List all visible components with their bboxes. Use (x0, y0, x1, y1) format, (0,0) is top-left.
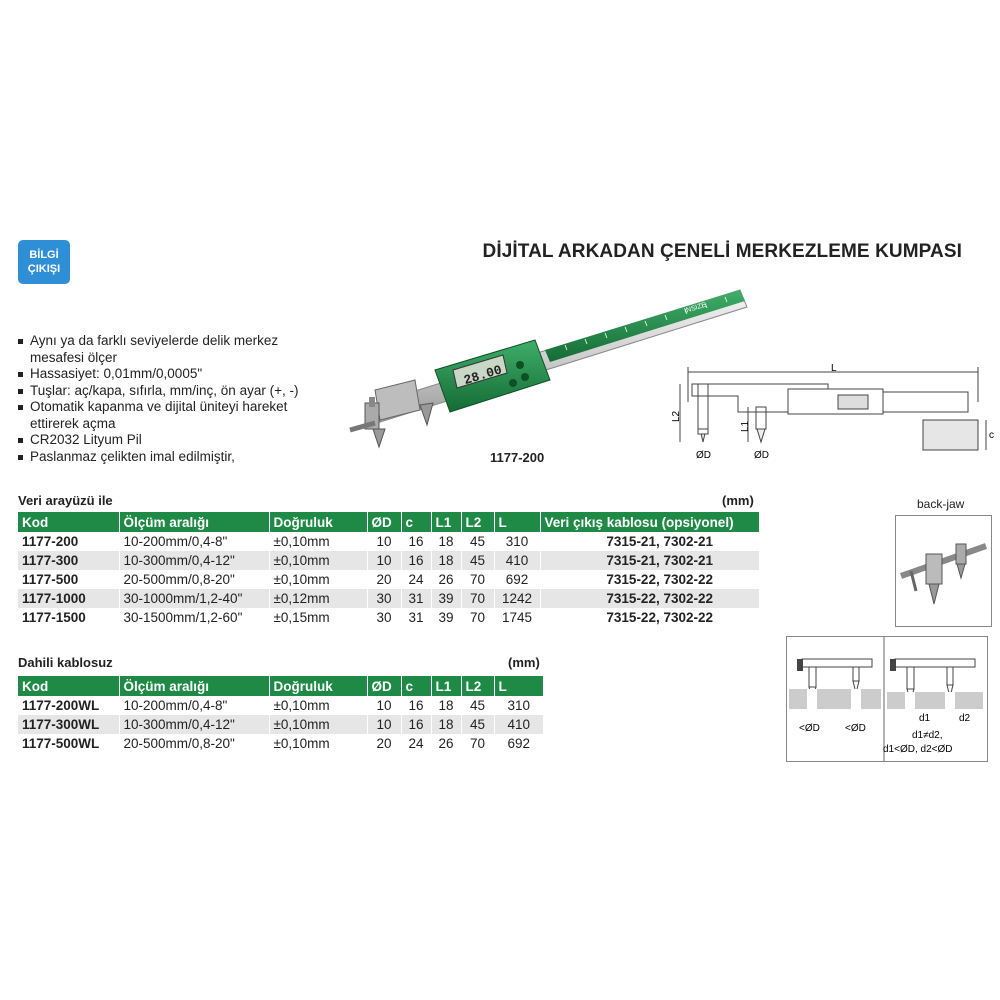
dim-L2-label: L2 (671, 410, 682, 422)
cell-c: 31 (401, 608, 431, 627)
back-jaw-illustration (896, 516, 991, 626)
cell-d: 10 (367, 696, 401, 715)
table1-title: Veri arayüzü ile (18, 493, 113, 508)
cell-l2: 45 (461, 715, 494, 734)
cell-cable: 7315-21, 7302-21 (540, 551, 760, 570)
cell-accuracy: ±0,10mm (269, 570, 367, 589)
info-badge (18, 240, 70, 284)
table-row (18, 715, 544, 734)
cell-cable: 7315-22, 7302-22 (540, 608, 760, 627)
cell-range: 10-200mm/0,4-8" (119, 696, 269, 715)
cell-code: 1177-200 (18, 532, 119, 551)
cell-range: 20-500mm/0,8-20" (119, 570, 269, 589)
table-row (18, 532, 760, 551)
dim-L-label: L (831, 363, 837, 374)
feature-item: Aynı ya da farklı seviyelerde delik merkez mesafesi ölçer (18, 333, 328, 366)
dimension-diagram (668, 362, 998, 462)
cell-l2: 45 (461, 532, 494, 551)
usage-left-d1: <ØD (799, 723, 820, 734)
col-header: L1 (431, 512, 461, 532)
cell-accuracy: ±0,10mm (269, 551, 367, 570)
table-header-row (18, 512, 760, 532)
usage-note-1: d1≠d2, (912, 730, 943, 741)
cell-c: 16 (401, 715, 431, 734)
feature-item: Otomatik kapanma ve dijital üniteyi hareket ettirerek açma (18, 399, 328, 432)
col-header: c (401, 676, 431, 696)
feature-item: CR2032 Lityum Pil (18, 432, 328, 449)
brand-label: INSIZE (683, 301, 708, 315)
col-header: L (494, 512, 540, 532)
cell-cable: 7315-22, 7302-22 (540, 589, 760, 608)
cell-c: 16 (401, 532, 431, 551)
table-header-row (18, 676, 544, 696)
spec-table-wireless (18, 676, 544, 753)
col-header: Ölçüm aralığı (119, 676, 269, 696)
table-row (18, 551, 760, 570)
cell-l: 692 (494, 570, 540, 589)
product-model-label: 1177-200 (490, 450, 545, 465)
cell-range: 30-1000mm/1,2-40" (119, 589, 269, 608)
col-header: ØD (367, 512, 401, 532)
dim-D2-label: ØD (754, 450, 769, 461)
cell-l: 692 (494, 734, 544, 753)
cell-accuracy: ±0,10mm (269, 696, 367, 715)
table2-unit: (mm) (508, 655, 540, 670)
cell-code: 1177-200WL (18, 696, 119, 715)
cell-range: 10-300mm/0,4-12" (119, 551, 269, 570)
cell-l: 1242 (494, 589, 540, 608)
cell-c: 24 (401, 570, 431, 589)
badge-line-1: BİLGİ (29, 249, 59, 261)
cell-accuracy: ±0,10mm (269, 734, 367, 753)
cell-code: 1177-300WL (18, 715, 119, 734)
col-header: L2 (461, 512, 494, 532)
usage-left-d2: <ØD (845, 723, 866, 734)
feature-list (18, 333, 328, 465)
col-header: Kod (18, 512, 119, 532)
cell-l: 1745 (494, 608, 540, 627)
cell-code: 1177-1000 (18, 589, 119, 608)
cell-d: 30 (367, 589, 401, 608)
cell-l1: 18 (431, 715, 461, 734)
table-row (18, 734, 544, 753)
cell-l1: 39 (431, 589, 461, 608)
cell-code: 1177-1500 (18, 608, 119, 627)
table2-title: Dahili kablosuz (18, 655, 113, 670)
cell-l: 410 (494, 551, 540, 570)
cell-d: 10 (367, 715, 401, 734)
cell-d: 10 (367, 551, 401, 570)
feature-item: Hassasiyet: 0,01mm/0,0005" (18, 366, 328, 383)
display-readout: 28.00 (462, 362, 504, 389)
cell-l: 310 (494, 696, 544, 715)
cell-d: 10 (367, 532, 401, 551)
usage-note-2: d1<ØD, d2<ØD (883, 744, 953, 755)
cell-accuracy: ±0,10mm (269, 715, 367, 734)
col-header: Doğruluk (269, 512, 367, 532)
dim-D1-label: ØD (696, 450, 711, 461)
col-header: ØD (367, 676, 401, 696)
cell-c: 16 (401, 696, 431, 715)
col-header: Veri çıkış kablosu (opsiyonel) (540, 512, 760, 532)
cell-c: 16 (401, 551, 431, 570)
table-row (18, 570, 760, 589)
cell-l1: 18 (431, 551, 461, 570)
cell-l2: 70 (461, 589, 494, 608)
cell-d: 30 (367, 608, 401, 627)
cell-l2: 70 (461, 734, 494, 753)
usage-right-d2: d2 (959, 713, 971, 724)
col-header: Kod (18, 676, 119, 696)
col-header: c (401, 512, 431, 532)
col-header: Doğruluk (269, 676, 367, 696)
cell-l1: 18 (431, 532, 461, 551)
cell-l2: 45 (461, 551, 494, 570)
table1-unit: (mm) (722, 493, 754, 508)
dim-c-label: c (989, 430, 994, 441)
col-header: L (494, 676, 544, 696)
cell-l2: 45 (461, 696, 494, 715)
cell-l1: 18 (431, 696, 461, 715)
spec-table-data-interface (18, 512, 760, 627)
dim-L1-label: L1 (740, 420, 751, 432)
cell-l: 410 (494, 715, 544, 734)
table-row (18, 589, 760, 608)
back-jaw-inset (895, 515, 992, 627)
cell-cable: 7315-22, 7302-22 (540, 570, 760, 589)
cell-d: 20 (367, 734, 401, 753)
cell-code: 1177-300 (18, 551, 119, 570)
cell-range: 10-300mm/0,4-12" (119, 715, 269, 734)
cell-range: 20-500mm/0,8-20" (119, 734, 269, 753)
table-row (18, 608, 760, 627)
cell-accuracy: ±0,15mm (269, 608, 367, 627)
badge-line-2: ÇIKIŞI (27, 263, 61, 275)
col-header: L1 (431, 676, 461, 696)
cell-range: 10-200mm/0,4-8" (119, 532, 269, 551)
cell-l2: 70 (461, 608, 494, 627)
cell-l1: 26 (431, 570, 461, 589)
feature-item: Paslanmaz çelikten imal edilmiştir, (18, 449, 328, 466)
usage-diagram (786, 636, 988, 762)
cell-accuracy: ±0,10mm (269, 532, 367, 551)
feature-item: Tuşlar: aç/kapa, sıfırla, mm/inç, ön ayar (+, -) (18, 383, 328, 400)
cell-d: 20 (367, 570, 401, 589)
cell-l1: 39 (431, 608, 461, 627)
page-title: DİJİTAL ARKADAN ÇENELİ MERKEZLEME KUMPASI (482, 241, 962, 262)
usage-right-d1: d1 (919, 713, 931, 724)
cell-l: 310 (494, 532, 540, 551)
col-header: Ölçüm aralığı (119, 512, 269, 532)
cell-l2: 70 (461, 570, 494, 589)
col-header: L2 (461, 676, 494, 696)
cell-l1: 26 (431, 734, 461, 753)
cell-c: 24 (401, 734, 431, 753)
cell-c: 31 (401, 589, 431, 608)
cell-cable: 7315-21, 7302-21 (540, 532, 760, 551)
table-row (18, 696, 544, 715)
back-jaw-label: back-jaw (917, 497, 965, 511)
cell-code: 1177-500WL (18, 734, 119, 753)
cell-code: 1177-500 (18, 570, 119, 589)
cell-accuracy: ±0,12mm (269, 589, 367, 608)
cell-range: 30-1500mm/1,2-60" (119, 608, 269, 627)
